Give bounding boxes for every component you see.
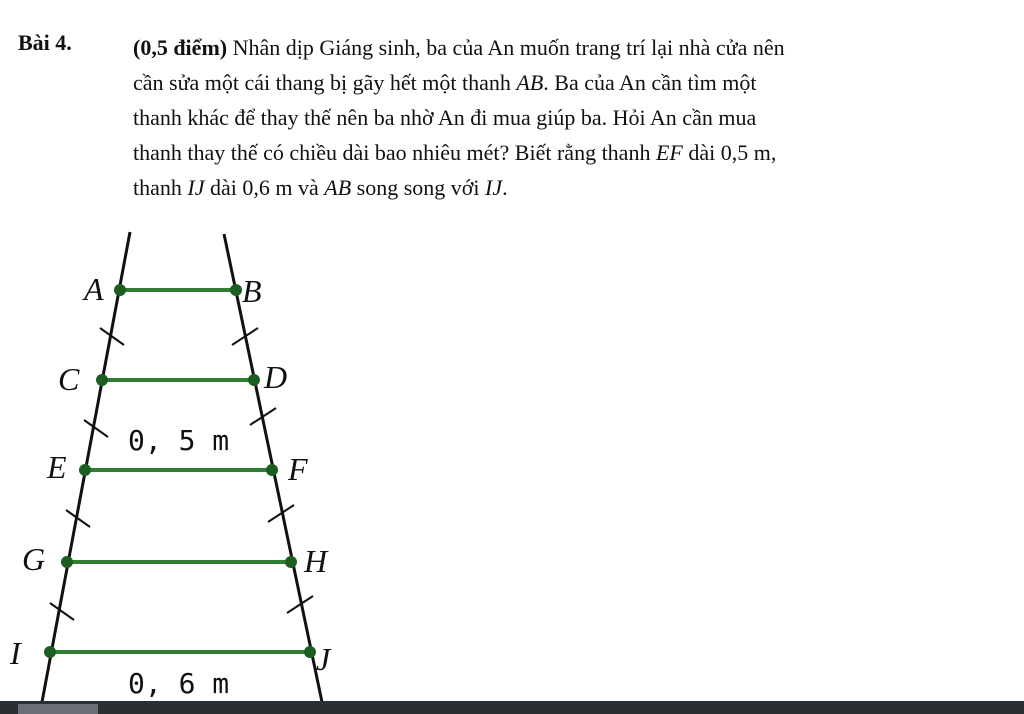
ij-length-label: 0, 6 m: [128, 667, 230, 700]
ladder-figure: [0, 220, 400, 702]
line-4-text-b: dài 0,5 m,: [682, 140, 777, 165]
dot-b: [230, 284, 242, 296]
label-g: G: [22, 541, 46, 577]
ef-length-label: 0, 5 m: [128, 424, 230, 457]
tick-left-2: [84, 420, 108, 437]
var-ij-2: IJ: [485, 175, 503, 200]
line-4-text-a: thanh thay thế có chiều dài bao nhiêu mét? Biết rằng thanh: [133, 140, 656, 165]
dot-h: [285, 556, 297, 568]
dot-e: [79, 464, 91, 476]
label-h: H: [304, 543, 328, 579]
line-5-text-a: thanh: [133, 175, 188, 200]
scrollbar-thumb[interactable]: [18, 704, 98, 714]
var-ij: IJ: [187, 175, 205, 200]
dot-d: [248, 374, 260, 386]
problem-statement: [133, 30, 993, 205]
label-d: D: [264, 359, 288, 395]
line-5-text-c: song song với: [351, 175, 486, 200]
label-e: E: [47, 449, 67, 485]
var-ab-2: AB: [324, 175, 352, 200]
bottom-scrollbar[interactable]: [0, 701, 1024, 714]
dot-a: [114, 284, 126, 296]
problem-number: Bài 4.: [18, 30, 72, 55]
line-3: [133, 100, 993, 135]
dot-c: [96, 374, 108, 386]
line-2: [133, 65, 993, 100]
var-ef: EF: [655, 140, 683, 165]
var-ab: AB: [516, 70, 544, 95]
line-1: [133, 30, 993, 65]
tick-left-4: [50, 603, 74, 620]
label-a: A: [84, 271, 104, 307]
line-1-text: Nhân dịp Giáng sinh, ba của An muốn trang trí lại nhà cửa nên: [227, 35, 785, 60]
label-i: I: [10, 635, 21, 671]
label-j: J: [316, 641, 331, 677]
line-2-text-a: cần sửa một cái thang bị gãy hết một thanh: [133, 70, 517, 95]
points-label: (0,5 điểm): [133, 35, 228, 60]
line-3-text: thanh khác để thay thế nên ba nhờ An đi mua giúp ba. Hỏi An cần mua: [133, 105, 757, 130]
label-f: F: [288, 451, 308, 487]
line-5-text-d: .: [502, 175, 508, 200]
label-c: C: [58, 361, 80, 397]
line-4: [133, 135, 993, 170]
line-2-text-b: . Ba của An cần tìm một: [543, 70, 757, 95]
dot-i: [44, 646, 56, 658]
dot-j: [304, 646, 316, 658]
label-b: B: [242, 273, 262, 309]
line-5: [133, 170, 993, 205]
line-5-text-b: dài 0,6 m và: [204, 175, 325, 200]
dot-g: [61, 556, 73, 568]
dot-f: [266, 464, 278, 476]
